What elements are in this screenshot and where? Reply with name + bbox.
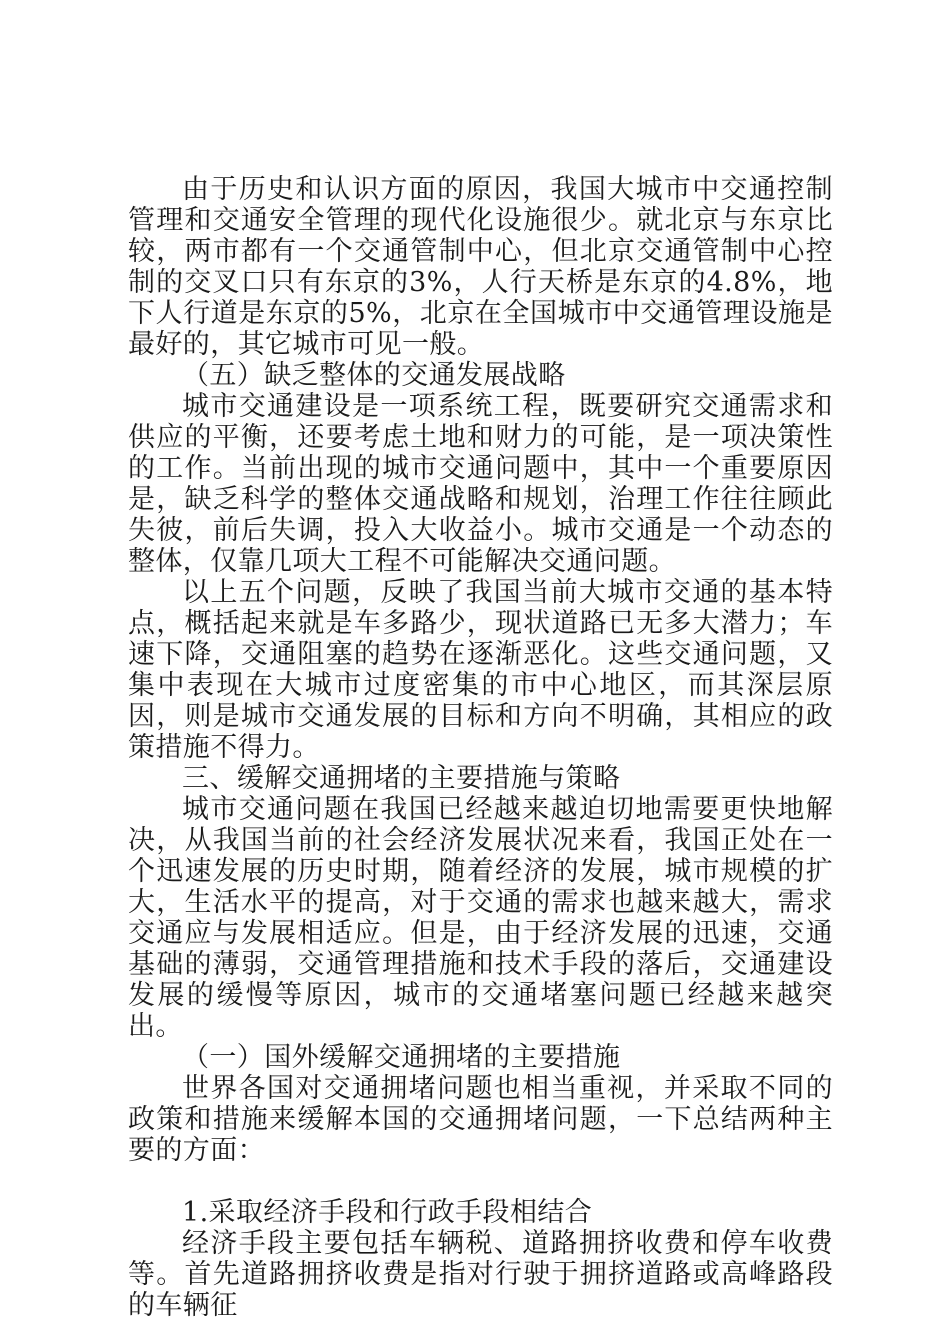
document-body bbox=[128, 174, 833, 1321]
heading-economic-administrative: 1.采取经济手段和行政手段相结合 bbox=[182, 1197, 593, 1228]
heading-foreign-measures: （一）国外缓解交通拥堵的主要措施 bbox=[182, 1042, 621, 1073]
paragraph-traffic-facilities: 由于历史和认识方面的原因，我国大城市中交通控制管理和交通安全管理的现代化设施很少。就北京与东京比较，两市都有一个交通管制中心，但北京交通管制中心控制的交叉口只有东京的3%，人行天桥是东京的4.8%，地下人行道是东京的5%，北京在全国城市中交通管理设施是最好的，其它城市可见一般。 bbox=[128, 174, 833, 360]
paragraph-system-engineering: 城市交通建设是一项系统工程，既要研究交通需求和供应的平衡，还要考虑土地和财力的可能，是一项决策性的工作。当前出现的城市交通问题中，其中一个重要原因是，缺乏科学的整体交通战略和规划，治理工作往往顾此失彼，前后失调，投入大收益小。城市交通是一个动态的整体，仅靠几项大工程不可能解决交通问题。 bbox=[128, 391, 833, 577]
paragraph-urgent-problem: 城市交通问题在我国已经越来越迫切地需要更快地解决，从我国当前的社会经济发展状况来看，我国正处在一个迅速发展的历史时期，随着经济的发展，城市规模的扩大，生活水平的提高，对于交通的需求也越来越大，需求交通应与发展相适应。但是，由于经济发展的迅速，交通基础的薄弱，交通管理措施和技术手段的落后，交通建设发展的缓慢等原因，城市的交通堵塞问题已经越来越突出。 bbox=[128, 794, 833, 1042]
paragraph-world-countries: 世界各国对交通拥堵问题也相当重视，并采取不同的政策和措施来缓解本国的交通拥堵问题，一下总结两种主要的方面： bbox=[128, 1073, 833, 1166]
heading-section-three: 三、缓解交通拥堵的主要措施与策略 bbox=[182, 763, 621, 794]
blank-line bbox=[128, 1166, 833, 1197]
paragraph-five-problems: 以上五个问题，反映了我国当前大城市交通的基本特点，概括起来就是车多路少，现状道路已无多大潜力；车速下降，交通阻塞的趋势在逐渐恶化。这些交通问题，又集中表现在大城市过度密集的市中心地区，而其深层原因，则是城市交通发展的目标和方向不明确，其相应的政策措施不得力。 bbox=[128, 577, 833, 763]
heading-lack-strategy: （五）缺乏整体的交通发展战略 bbox=[182, 360, 566, 391]
paragraph-economic-means: 经济手段主要包括车辆税、道路拥挤收费和停车收费等。首先道路拥挤收费是指对行驶于拥挤道路或高峰路段的车辆征 bbox=[128, 1228, 833, 1321]
